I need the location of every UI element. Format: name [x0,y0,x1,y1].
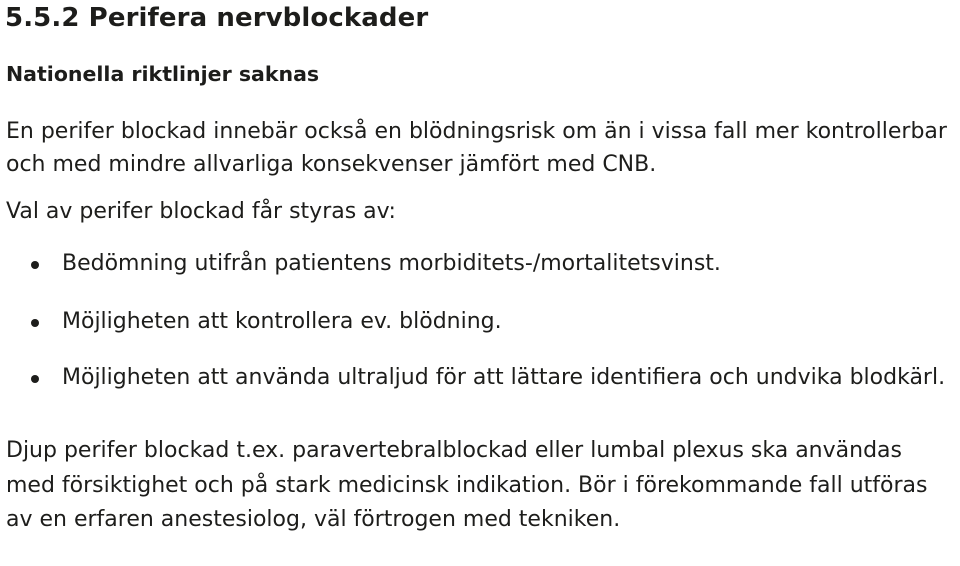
sub-heading: Nationella riktlinjer saknas [6,62,320,86]
deep-block-paragraph: Djup perifer blockad t.ex. paravertebralblockad eller lumbal plexus ska användas med försiktighet och på stark medicinsk indikation. Bör i förekommande fall utföras av en erfaren anestesiolog, väl förtrogen med tekniken. [6,438,928,532]
list-item [0,307,950,337]
list-item [0,363,950,393]
bullet-list [0,249,950,393]
list-item [0,249,950,279]
section-title: 5.5.2 Perifera nervblockader [5,3,429,33]
list-item-text: Bedömning utifrån patientens morbiditets-/mortalitetsvinst. [62,251,721,276]
bullet-dot-icon [31,261,39,269]
list-item-text: Möjligheten att använda ultraljud för att lättare identifiera och undvika blodkärl. [62,365,946,390]
bullet-dot-icon [31,319,39,327]
bullet-dot-icon [31,375,39,383]
list-item-text: Möjligheten att kontrollera ev. blödning. [62,309,502,334]
intro-paragraph: En perifer blockad innebär också en blödningsrisk om än i vissa fall mer kontrollerbar och med mindre allvarliga konsekvenser jämfört med CNB. [6,119,947,177]
choice-paragraph: Val av perifer blockad får styras av: [6,199,396,224]
